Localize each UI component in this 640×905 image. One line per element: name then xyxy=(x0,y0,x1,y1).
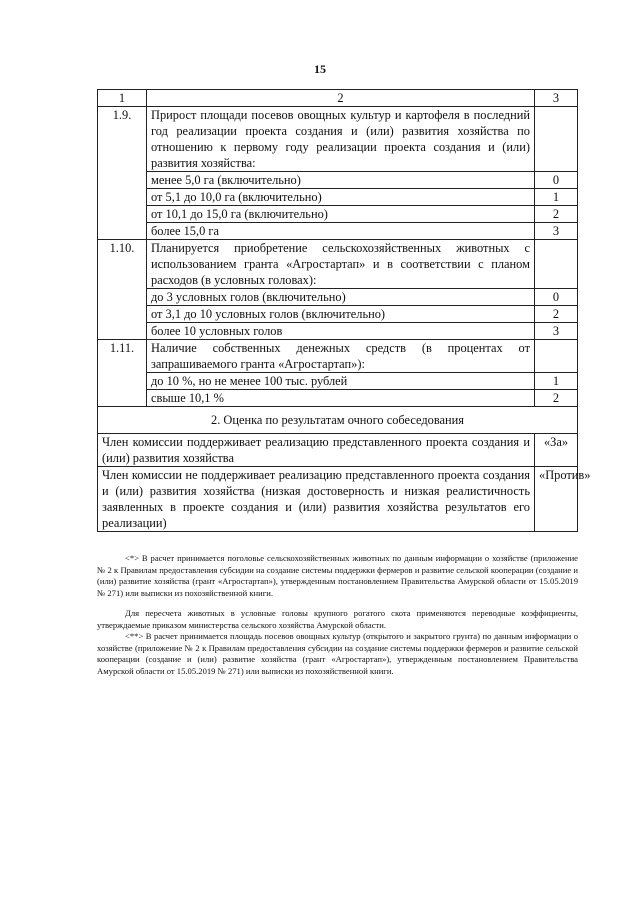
empty-score-cell xyxy=(535,340,578,373)
option-label: свыше 10,1 % xyxy=(147,390,535,407)
table-header-row xyxy=(98,90,578,107)
interview-label: Член комиссии поддерживает реализацию представленного проекта создания и (или) развития хозяйства xyxy=(98,434,535,467)
interview-result: «За» xyxy=(535,434,578,467)
option-score: 1 xyxy=(535,373,578,390)
criterion-number: 1.10. xyxy=(98,240,147,340)
option-label: от 10,1 до 15,0 га (включительно) xyxy=(147,206,535,223)
option-label: более 15,0 га xyxy=(147,223,535,240)
footnote-crops: <**> В расчет принимается площадь посевов овощных культур (открытого и закрытого грунта) по данным информации о хозяйстве (приложение № 2 к Правилам предоставления субсидии на создание системы поддержки фермеров и развитие сельской кооперации (создание и (или) развитие хозяйства (грант «Агростартап»), утвержденным постановлением Правительства Амурской области от 15.05.2019 № 271) или выписки из похозяйственной книги. xyxy=(97,631,578,676)
option-score: 3 xyxy=(535,323,578,340)
option-label: менее 5,0 га (включительно) xyxy=(147,172,535,189)
option-row xyxy=(98,189,578,206)
option-score: 3 xyxy=(535,223,578,240)
interview-label: Член комиссии не поддерживает реализацию представленного проекта создания и (или) развития хозяйства (низкая достоверность и низкая реалистичность заявленных в проекте создания и (или) развития хозяйства результатов его реализации) xyxy=(98,467,535,532)
option-score: 0 xyxy=(535,172,578,189)
criterion-text: Прирост площади посевов овощных культур и картофеля в последний год реализации проекта создания и (или) развития хозяйства по отношению к первому году реализации проекта создания и (или) развития хозяйства: xyxy=(147,107,535,172)
option-score: 0 xyxy=(535,289,578,306)
footnote-conversion: Для пересчета животных в условные головы крупного рогатого скота применяются переводные коэффициенты, утверждаемые приказом министерства сельского хозяйства Амурской области. xyxy=(97,608,578,630)
option-row xyxy=(98,206,578,223)
criterion-text: Планируется приобретение сельскохозяйственных животных с использованием гранта «Агростартап» и в соответствии с планом расходов (в условных головах): xyxy=(147,240,535,289)
option-row xyxy=(98,289,578,306)
criterion-number: 1.11. xyxy=(98,340,147,407)
header-col-2: 2 xyxy=(147,90,535,107)
interview-row xyxy=(98,467,578,532)
section-title: 2. Оценка по результатам очного собеседования xyxy=(98,407,578,434)
option-score: 2 xyxy=(535,306,578,323)
option-label: более 10 условных голов xyxy=(147,323,535,340)
option-score: 2 xyxy=(535,390,578,407)
footnote-animals: <*> В расчет принимается поголовье сельскохозяйственных животных по данным информации о хозяйстве (приложение № 2 к Правилам предоставления субсидии на создание системы поддержки фермеров и развитие сельской кооперации (создание и (или) развитие хозяйства (грант «Агростартап»), утвержденным постановлением Правительства Амурской области от 15.05.2019 № 271) или выписки из похозяйственной книги. xyxy=(97,553,578,598)
criterion-row xyxy=(98,340,578,373)
criterion-row xyxy=(98,107,578,172)
criteria-table xyxy=(97,89,591,532)
section-row xyxy=(98,407,578,434)
interview-result: «Против» xyxy=(535,467,578,532)
option-score: 1 xyxy=(535,189,578,206)
option-row xyxy=(98,373,578,390)
interview-row xyxy=(98,434,578,467)
option-label: от 3,1 до 10 условных голов (включительно) xyxy=(147,306,535,323)
option-row xyxy=(98,223,578,240)
option-row xyxy=(98,390,578,407)
footnotes xyxy=(97,553,578,677)
header-col-3: 3 xyxy=(535,90,578,107)
page-number: 15 xyxy=(314,62,326,76)
header-col-1: 1 xyxy=(98,90,147,107)
criterion-row xyxy=(98,240,578,289)
empty-score-cell xyxy=(535,107,578,172)
option-label: до 3 условных голов (включительно) xyxy=(147,289,535,306)
option-row xyxy=(98,306,578,323)
option-row xyxy=(98,323,578,340)
criterion-number: 1.9. xyxy=(98,107,147,240)
option-label: до 10 %, но не менее 100 тыс. рублей xyxy=(147,373,535,390)
option-score: 2 xyxy=(535,206,578,223)
option-row xyxy=(98,172,578,189)
criterion-text: Наличие собственных денежных средств (в процентах от запрашиваемого гранта «Агростартап»): xyxy=(147,340,535,373)
option-label: от 5,1 до 10,0 га (включительно) xyxy=(147,189,535,206)
empty-score-cell xyxy=(535,240,578,289)
